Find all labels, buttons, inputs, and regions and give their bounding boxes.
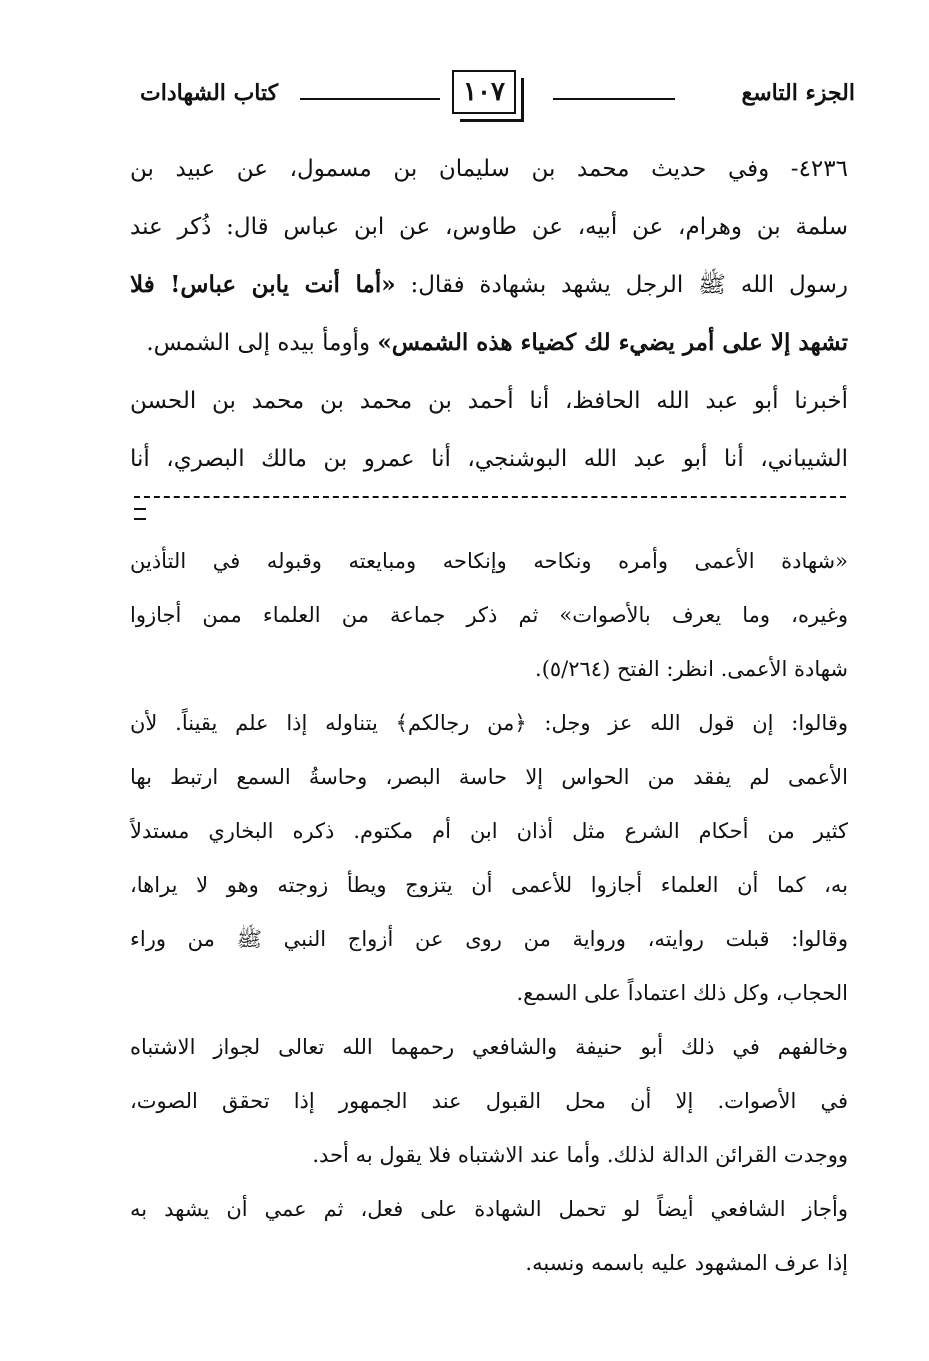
text-line: أخبرنا أبو عبد الله الحافظ، أنا أحمد بن محمد بن محمد بن الحسن — [130, 388, 848, 414]
footnote-line: وغيره، وما يعرف بالأصوات» ثم ذكر جماعة من العلماء ممن أجازوا — [130, 603, 848, 627]
volume-title: الجزء التاسع — [741, 80, 855, 106]
page-header — [140, 68, 855, 122]
footnote-line: «شهادة الأعمى وأمره ونكاحه وإنكاحه ومبايعته وقبوله في التأذين — [130, 549, 848, 573]
continuation-mark — [134, 508, 146, 520]
text-line: تشهد إلا على أمر يضيء لك كضياء هذه الشمس» وأومأ بيده إلى الشمس. — [146, 329, 848, 356]
hadith-quote: تشهد إلا على أمر يضيء لك كضياء هذه الشمس» — [377, 329, 848, 356]
header-rule-left — [300, 98, 440, 100]
footnote-line: به، كما أن العلماء أجازوا للأعمى أن يتزوج ويطأ زوجته وهو لا يراها، — [130, 873, 848, 897]
footnote-line: شهادة الأعمى. انظر: الفتح (٥/٢٦٤). — [535, 657, 848, 681]
footnote-line: الأعمى لم يفقد من الحواس إلا حاسة البصر، وحاسةُ السمع ارتبط بها — [130, 765, 848, 789]
footnote-line: وقالوا: إن قول الله عز وجل: ﴿من رجالكم﴾ يتناوله إذا علم يقيناً. لأن — [130, 711, 848, 735]
text-line: سلمة بن وهرام، عن أبيه، عن طاوس، عن ابن عباس قال: ذُكر عند — [130, 214, 848, 240]
footnote-line: وخالفهم في ذلك أبو حنيفة والشافعي رحمهما الله تعالى لجواز الاشتباه — [130, 1035, 848, 1059]
footnote-line: كثير من أحكام الشرع مثل أذان ابن أم مكتوم. ذكره البخاري مستدلاً — [130, 819, 848, 843]
footnote-line: في الأصوات. إلا أن محل القبول عند الجمهور إذا تحقق الصوت، — [130, 1089, 848, 1113]
footnote-line: وأجاز الشافعي أيضاً لو تحمل الشهادة على فعل، ثم عمي أن يشهد به — [130, 1197, 848, 1221]
footnote-line: ووجدت القرائن الدالة لذلك. وأما عند الاشتباه فلا يقول به أحد. — [312, 1143, 848, 1167]
text-line: رسول الله ﷺ الرجل يشهد بشهادة فقال: «أما أنت يابن عباس! فلا — [130, 271, 848, 298]
text-line: الشيباني، أنا أبو عبد الله البوشنجي، أنا عمرو بن مالك البصري، أنا — [130, 446, 848, 472]
page-number: ١٠٧ — [452, 70, 516, 114]
book-title: كتاب الشهادات — [140, 80, 279, 106]
footnote-separator — [134, 496, 846, 526]
main-text — [130, 140, 848, 488]
footnotes — [130, 534, 848, 1290]
hadith-quote: «أما أنت يابن عباس! فلا — [130, 271, 396, 298]
header-rule-right — [553, 98, 675, 100]
footnote-line: الحجاب، وكل ذلك اعتماداً على السمع. — [516, 981, 848, 1005]
footnote-line: وقالوا: قبلت روايته، ورواية من روى عن أزواج النبي ﷺ من وراء — [130, 927, 848, 951]
dashed-rule — [134, 496, 846, 498]
footnote-line: إذا عرف المشهود عليه باسمه ونسبه. — [525, 1251, 848, 1275]
text-line: ٤٢٣٦- وفي حديث محمد بن سليمان بن مسمول، عن عبيد بن — [130, 156, 848, 182]
